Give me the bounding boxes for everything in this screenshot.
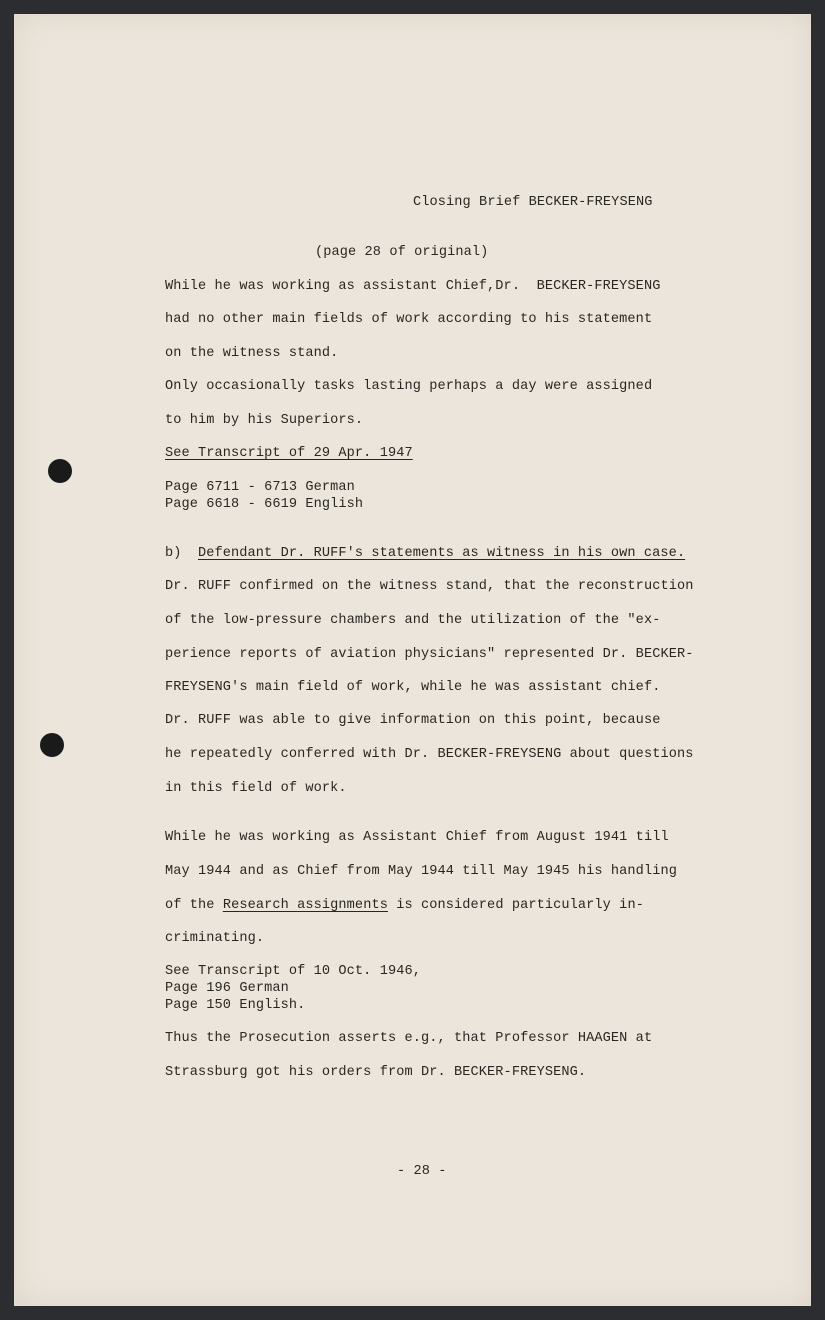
- punch-hole-upper: [48, 459, 72, 483]
- punch-hole-lower: [40, 733, 64, 757]
- page-reference: (page 28 of original): [315, 245, 489, 260]
- paragraph-line: on the witness stand.: [165, 346, 339, 361]
- paragraph-line: in this field of work.: [165, 781, 347, 796]
- paragraph-line: While he was working as assistant Chief,Dr. BECKER-FREYSENG: [165, 279, 661, 294]
- brief-title: Closing Brief BECKER-FREYSENG: [413, 195, 653, 210]
- transcript-reference: See Transcript of 29 Apr. 1947: [165, 446, 413, 461]
- paragraph-line: While he was working as Assistant Chief from August 1941 till: [165, 830, 669, 845]
- paragraph-line: Only occasionally tasks lasting perhaps a day were assigned: [165, 379, 653, 394]
- research-assignments-underlined: Research assignments: [222, 898, 388, 913]
- paragraph-line: he repeatedly conferred with Dr. BECKER-FREYSENG about questions: [165, 747, 694, 762]
- text-segment: is considered particularly in-: [387, 898, 644, 913]
- paragraph-line: perience reports of aviation physicians" represented Dr. BECKER-: [165, 647, 694, 662]
- transcript-reference: See Transcript of 10 Oct. 1946,: [165, 964, 421, 979]
- section-b-label: b): [165, 546, 182, 561]
- paragraph-line: FREYSENG's main field of work, while he was assistant chief.: [165, 680, 661, 695]
- paragraph-line: Strassburg got his orders from Dr. BECKER-FREYSENG.: [165, 1065, 587, 1080]
- paragraph-line: May 1944 and as Chief from May 1944 till May 1945 his handling: [165, 864, 677, 879]
- page-citation: Page 6711 - 6713 German: [165, 480, 355, 495]
- paragraph-line: had no other main fields of work according to his statement: [165, 312, 653, 327]
- paragraph-line: Dr. RUFF confirmed on the witness stand, that the reconstruction: [165, 579, 694, 594]
- paragraph-line: Thus the Prosecution asserts e.g., that Professor HAAGEN at: [165, 1031, 653, 1046]
- page-number: - 28 -: [397, 1164, 447, 1179]
- section-b-heading: Defendant Dr. RUFF's statements as witness in his own case.: [198, 546, 686, 561]
- page-citation: Page 150 English.: [165, 998, 306, 1013]
- page-citation: Page 6618 - 6619 English: [165, 497, 364, 512]
- text-segment: of the: [165, 898, 223, 913]
- paragraph-line: [165, 898, 644, 913]
- paragraph-line: Dr. RUFF was able to give information on this point, because: [165, 713, 661, 728]
- paragraph-line: criminating.: [165, 931, 265, 946]
- paragraph-line: of the low-pressure chambers and the utilization of the "ex-: [165, 613, 661, 628]
- paragraph-line: to him by his Superiors.: [165, 413, 364, 428]
- page-citation: Page 196 German: [165, 981, 289, 996]
